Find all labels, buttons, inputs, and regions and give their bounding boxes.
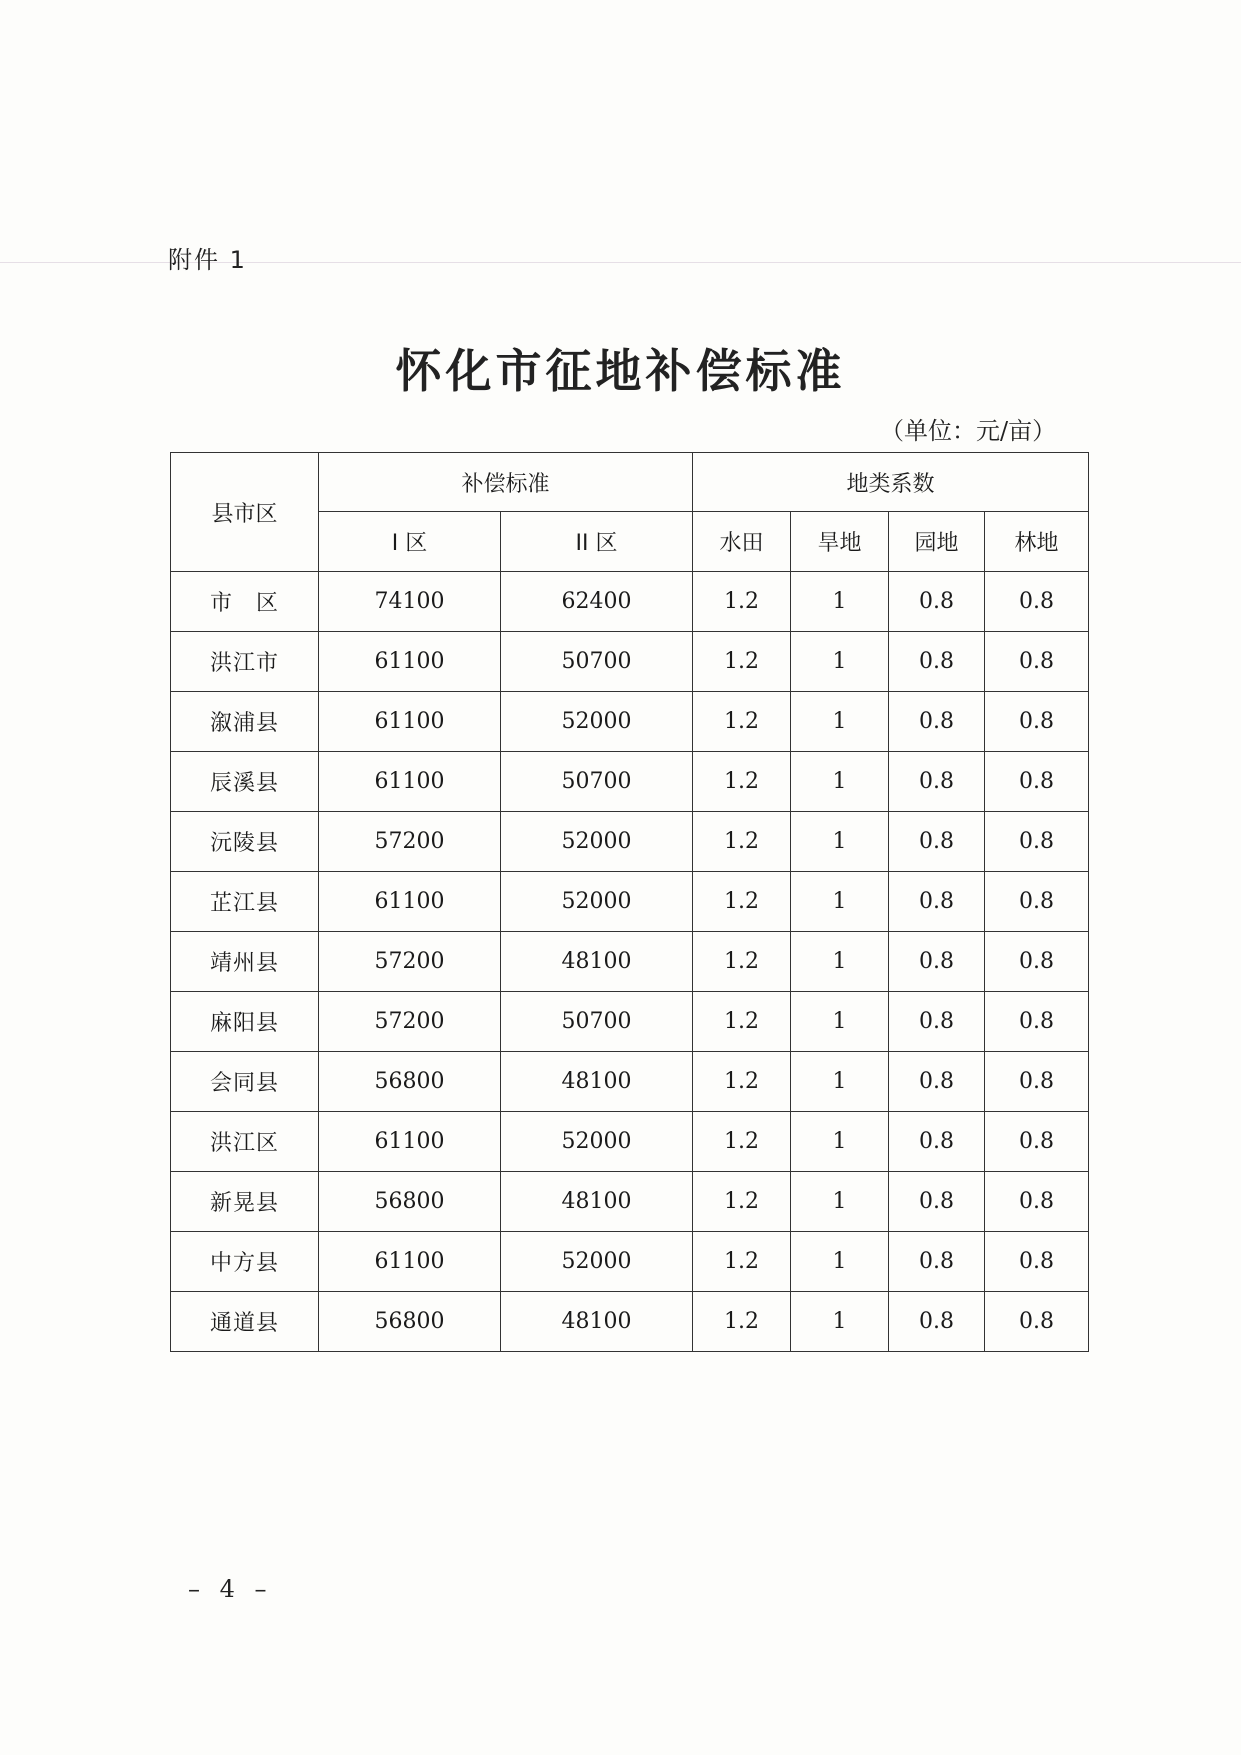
cell-dry-land: 1: [791, 932, 889, 992]
table-row: [171, 1292, 1089, 1352]
cell-forest: 0.8: [985, 1052, 1089, 1112]
table-row: [171, 872, 1089, 932]
cell-paddy: 1.2: [693, 692, 791, 752]
unit-note: （单位：元/亩）: [880, 417, 1057, 445]
cell-paddy: 1.2: [693, 1232, 791, 1292]
cell-forest: 0.8: [985, 812, 1089, 872]
cell-zone-2: 50700: [501, 992, 693, 1052]
cell-zone-1: 57200: [319, 992, 501, 1052]
cell-zone-2: 62400: [501, 572, 693, 632]
cell-zone-2: 52000: [501, 1232, 693, 1292]
table-row: [171, 1172, 1089, 1232]
cell-paddy: 1.2: [693, 1112, 791, 1172]
cell-garden: 0.8: [889, 1232, 985, 1292]
cell-county: 市 区: [171, 572, 319, 632]
cell-dry-land: 1: [791, 572, 889, 632]
cell-zone-2: 48100: [501, 1292, 693, 1352]
table-row: [171, 932, 1089, 992]
attachment-label: 附件 1: [168, 246, 247, 274]
header-coefficient-group: 地类系数: [693, 453, 1089, 512]
header-zone-1: I 区: [319, 512, 501, 572]
cell-dry-land: 1: [791, 632, 889, 692]
cell-forest: 0.8: [985, 632, 1089, 692]
cell-county: 会同县: [171, 1052, 319, 1112]
cell-county: 洪江区: [171, 1112, 319, 1172]
table-row: [171, 812, 1089, 872]
cell-county: 新晃县: [171, 1172, 319, 1232]
cell-paddy: 1.2: [693, 992, 791, 1052]
cell-garden: 0.8: [889, 932, 985, 992]
cell-zone-1: 61100: [319, 752, 501, 812]
cell-zone-1: 61100: [319, 1232, 501, 1292]
cell-garden: 0.8: [889, 872, 985, 932]
header-zone-2: II 区: [501, 512, 693, 572]
cell-zone-1: 61100: [319, 872, 501, 932]
table-row: [171, 632, 1089, 692]
cell-dry-land: 1: [791, 752, 889, 812]
cell-forest: 0.8: [985, 1172, 1089, 1232]
cell-county: 通道县: [171, 1292, 319, 1352]
cell-paddy: 1.2: [693, 752, 791, 812]
cell-forest: 0.8: [985, 1112, 1089, 1172]
cell-forest: 0.8: [985, 692, 1089, 752]
cell-paddy: 1.2: [693, 812, 791, 872]
cell-paddy: 1.2: [693, 872, 791, 932]
cell-garden: 0.8: [889, 632, 985, 692]
cell-county: 中方县: [171, 1232, 319, 1292]
header-row-1: [171, 453, 1089, 512]
cell-county: 洪江市: [171, 632, 319, 692]
cell-dry-land: 1: [791, 1232, 889, 1292]
cell-zone-2: 52000: [501, 872, 693, 932]
cell-forest: 0.8: [985, 752, 1089, 812]
cell-zone-1: 57200: [319, 812, 501, 872]
table-body: [171, 572, 1089, 1352]
table-row: [171, 1232, 1089, 1292]
cell-zone-1: 61100: [319, 692, 501, 752]
cell-garden: 0.8: [889, 1112, 985, 1172]
table-row: [171, 1112, 1089, 1172]
cell-zone-1: 74100: [319, 572, 501, 632]
cell-county: 溆浦县: [171, 692, 319, 752]
cell-zone-1: 56800: [319, 1052, 501, 1112]
cell-garden: 0.8: [889, 1292, 985, 1352]
cell-dry-land: 1: [791, 812, 889, 872]
table-row: [171, 992, 1089, 1052]
cell-garden: 0.8: [889, 1172, 985, 1232]
cell-zone-1: 61100: [319, 1112, 501, 1172]
cell-zone-2: 50700: [501, 752, 693, 812]
table-row: [171, 752, 1089, 812]
header-paddy: 水田: [693, 512, 791, 572]
table-row: [171, 572, 1089, 632]
cell-zone-2: 50700: [501, 632, 693, 692]
cell-zone-1: 56800: [319, 1292, 501, 1352]
cell-dry-land: 1: [791, 992, 889, 1052]
cell-forest: 0.8: [985, 572, 1089, 632]
cell-zone-1: 61100: [319, 632, 501, 692]
cell-forest: 0.8: [985, 992, 1089, 1052]
compensation-table: [170, 452, 1089, 1352]
cell-paddy: 1.2: [693, 572, 791, 632]
cell-forest: 0.8: [985, 932, 1089, 992]
header-forest: 林地: [985, 512, 1089, 572]
cell-garden: 0.8: [889, 752, 985, 812]
cell-zone-1: 57200: [319, 932, 501, 992]
cell-county: 芷江县: [171, 872, 319, 932]
cell-zone-2: 52000: [501, 692, 693, 752]
document-title: 怀化市征地补偿标准: [395, 344, 846, 398]
cell-garden: 0.8: [889, 572, 985, 632]
cell-garden: 0.8: [889, 812, 985, 872]
cell-garden: 0.8: [889, 1052, 985, 1112]
header-dry-land: 旱地: [791, 512, 889, 572]
cell-dry-land: 1: [791, 692, 889, 752]
cell-dry-land: 1: [791, 872, 889, 932]
cell-paddy: 1.2: [693, 632, 791, 692]
table-row: [171, 1052, 1089, 1112]
cell-zone-2: 48100: [501, 1052, 693, 1112]
cell-zone-2: 48100: [501, 932, 693, 992]
cell-forest: 0.8: [985, 872, 1089, 932]
cell-paddy: 1.2: [693, 932, 791, 992]
cell-zone-2: 52000: [501, 1112, 693, 1172]
cell-forest: 0.8: [985, 1232, 1089, 1292]
cell-zone-1: 56800: [319, 1172, 501, 1232]
cell-dry-land: 1: [791, 1292, 889, 1352]
cell-zone-2: 48100: [501, 1172, 693, 1232]
cell-county: 沅陵县: [171, 812, 319, 872]
header-standard-group: 补偿标准: [319, 453, 693, 512]
cell-dry-land: 1: [791, 1112, 889, 1172]
table-row: [171, 692, 1089, 752]
header-county: 县市区: [171, 453, 319, 572]
cell-dry-land: 1: [791, 1052, 889, 1112]
cell-paddy: 1.2: [693, 1292, 791, 1352]
cell-paddy: 1.2: [693, 1172, 791, 1232]
page-number: – 4 –: [188, 1575, 273, 1603]
cell-paddy: 1.2: [693, 1052, 791, 1112]
cell-county: 麻阳县: [171, 992, 319, 1052]
cell-forest: 0.8: [985, 1292, 1089, 1352]
cell-garden: 0.8: [889, 692, 985, 752]
cell-county: 靖州县: [171, 932, 319, 992]
cell-garden: 0.8: [889, 992, 985, 1052]
header-garden: 园地: [889, 512, 985, 572]
cell-county: 辰溪县: [171, 752, 319, 812]
cell-zone-2: 52000: [501, 812, 693, 872]
cell-dry-land: 1: [791, 1172, 889, 1232]
